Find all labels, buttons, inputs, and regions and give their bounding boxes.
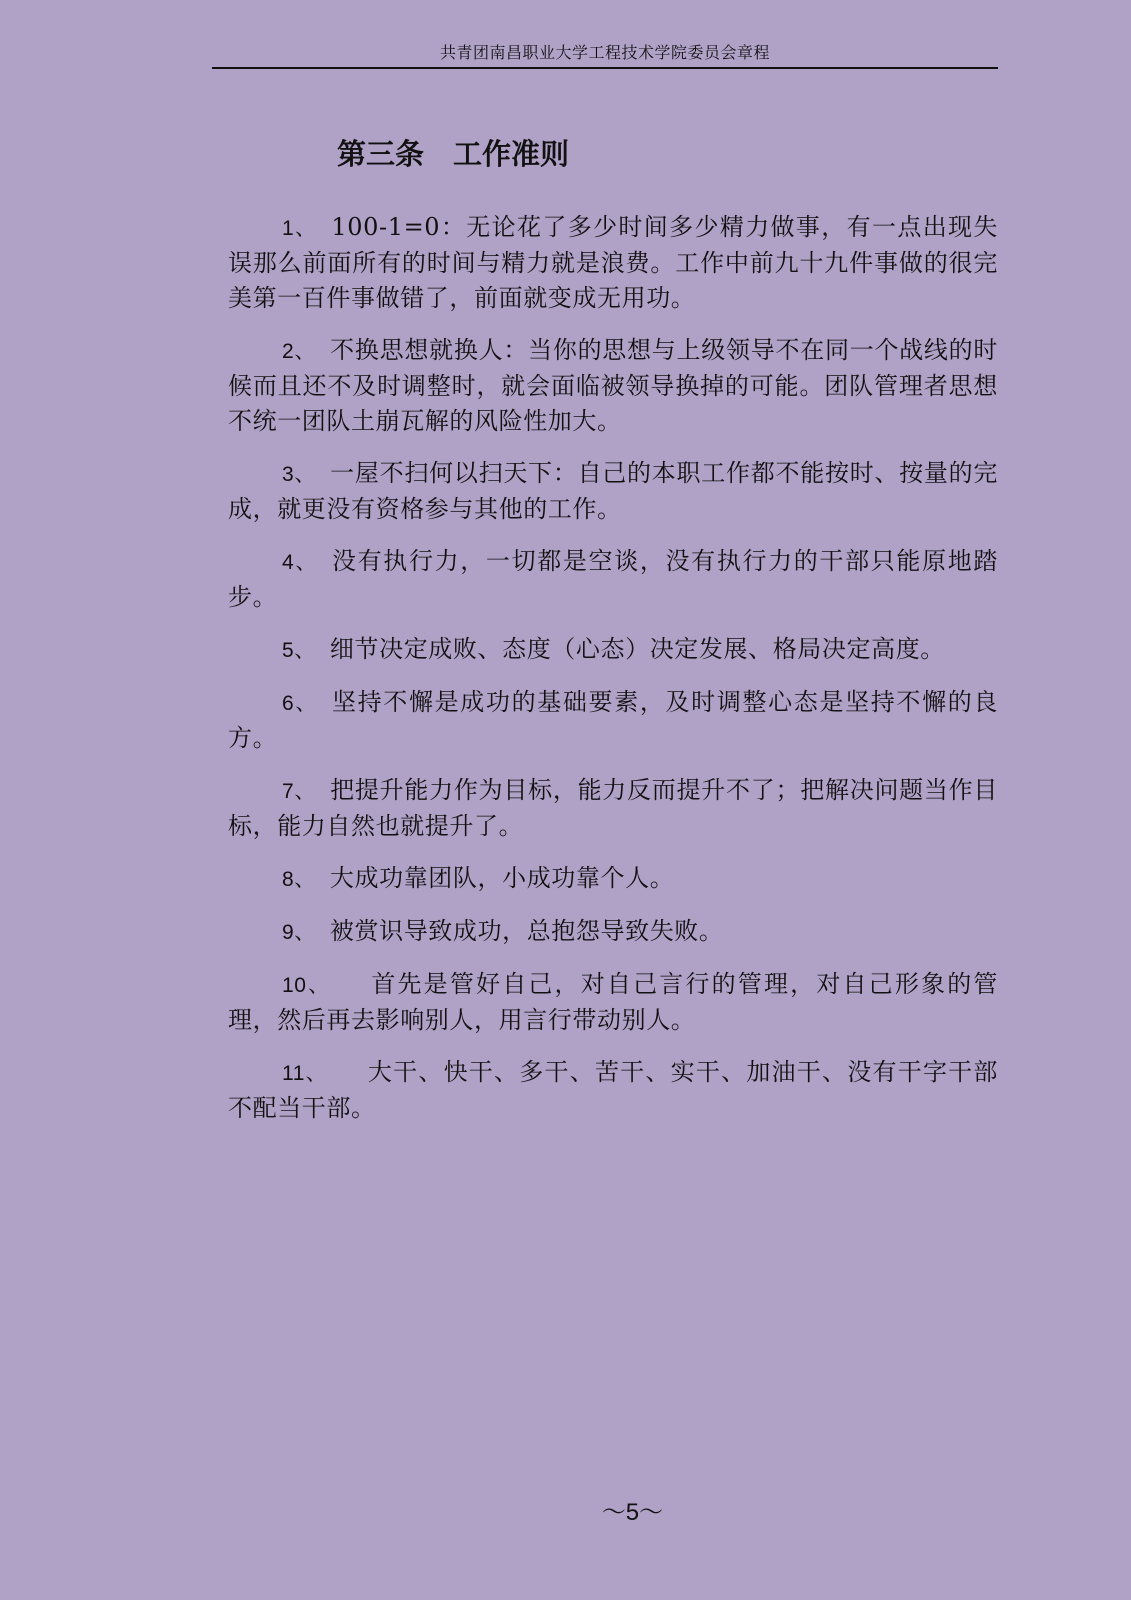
rule-text: 大干、快干、多干、苦干、实干、加油干、没有干字干部不配当干部。: [228, 1058, 999, 1122]
rule-number: 6、: [282, 692, 318, 715]
rule-item-1: [228, 210, 998, 316]
rule-text: 没有执行力，一切都是空谈，没有执行力的干部只能原地踏步。: [228, 547, 998, 611]
rule-text: 坚持不懈是成功的基础要素，及时调整心态是坚持不懈的良方。: [228, 688, 998, 752]
page-number: ～5～: [601, 1499, 664, 1526]
rule-number: 4、: [282, 551, 318, 574]
rule-item-9: [228, 914, 998, 950]
rule-text: 把提升能力作为目标，能力反而提升不了；把解决问题当作目标，能力自然也就提升了。: [228, 776, 998, 840]
rule-item-6: [228, 685, 998, 756]
rule-number: 11、: [282, 1062, 328, 1085]
rule-number: 2、: [282, 340, 317, 363]
rule-number: 1、: [282, 217, 318, 240]
rule-item-5: [228, 632, 998, 668]
rule-item-7: [228, 773, 998, 844]
rule-text: 一屋不扫何以扫天下：自己的本职工作都不能按时、按量的完成，就更没有资格参与其他的工作。: [228, 459, 998, 523]
section-title: 第三条 工作准则: [337, 137, 570, 171]
rule-number: 7、: [282, 780, 317, 803]
rule-text: 不换思想就换人：当你的思想与上级领导不在同一个战线的时候而且还不及时调整时，就会面临被领导换掉的可能。团队管理者思想不统一团队土崩瓦解的风险性加大。: [228, 336, 998, 435]
rule-item-11: [228, 1055, 998, 1126]
rule-text: 首先是管好自己，对自己言行的管理，对自己形象的管理，然后再去影响别人，用言行带动别人。: [228, 970, 998, 1034]
rule-item-2: [228, 333, 998, 439]
header-rule: [212, 67, 998, 69]
rule-number: 10、: [282, 974, 332, 997]
rule-item-3: [228, 456, 998, 527]
rule-text: 被赏识导致成功，总抱怨导致失败。: [329, 917, 724, 945]
rule-number: 8、: [282, 868, 316, 891]
rule-number: 3、: [282, 463, 317, 486]
rule-item-10: [228, 967, 998, 1038]
rule-item-4: [228, 544, 998, 615]
rule-number: 9、: [282, 921, 316, 944]
running-header: 共青团南昌职业大学工程技术学院委员会章程: [439, 43, 770, 62]
rule-item-8: [228, 861, 998, 897]
rule-number: 5、: [282, 639, 316, 662]
rule-text: 细节决定成败、态度（心态）决定发展、格局决定高度。: [329, 635, 945, 663]
rule-text: 大成功靠团队，小成功靠个人。: [329, 864, 675, 892]
rules-list: [228, 210, 998, 1143]
rule-text: 100-1=0：无论花了多少时间多少精力做事，有一点出现失误那么前面所有的时间与精力就是浪费。工作中前九十九件事做的很完美第一百件事做错了，前面就变成无用功。: [228, 213, 998, 312]
